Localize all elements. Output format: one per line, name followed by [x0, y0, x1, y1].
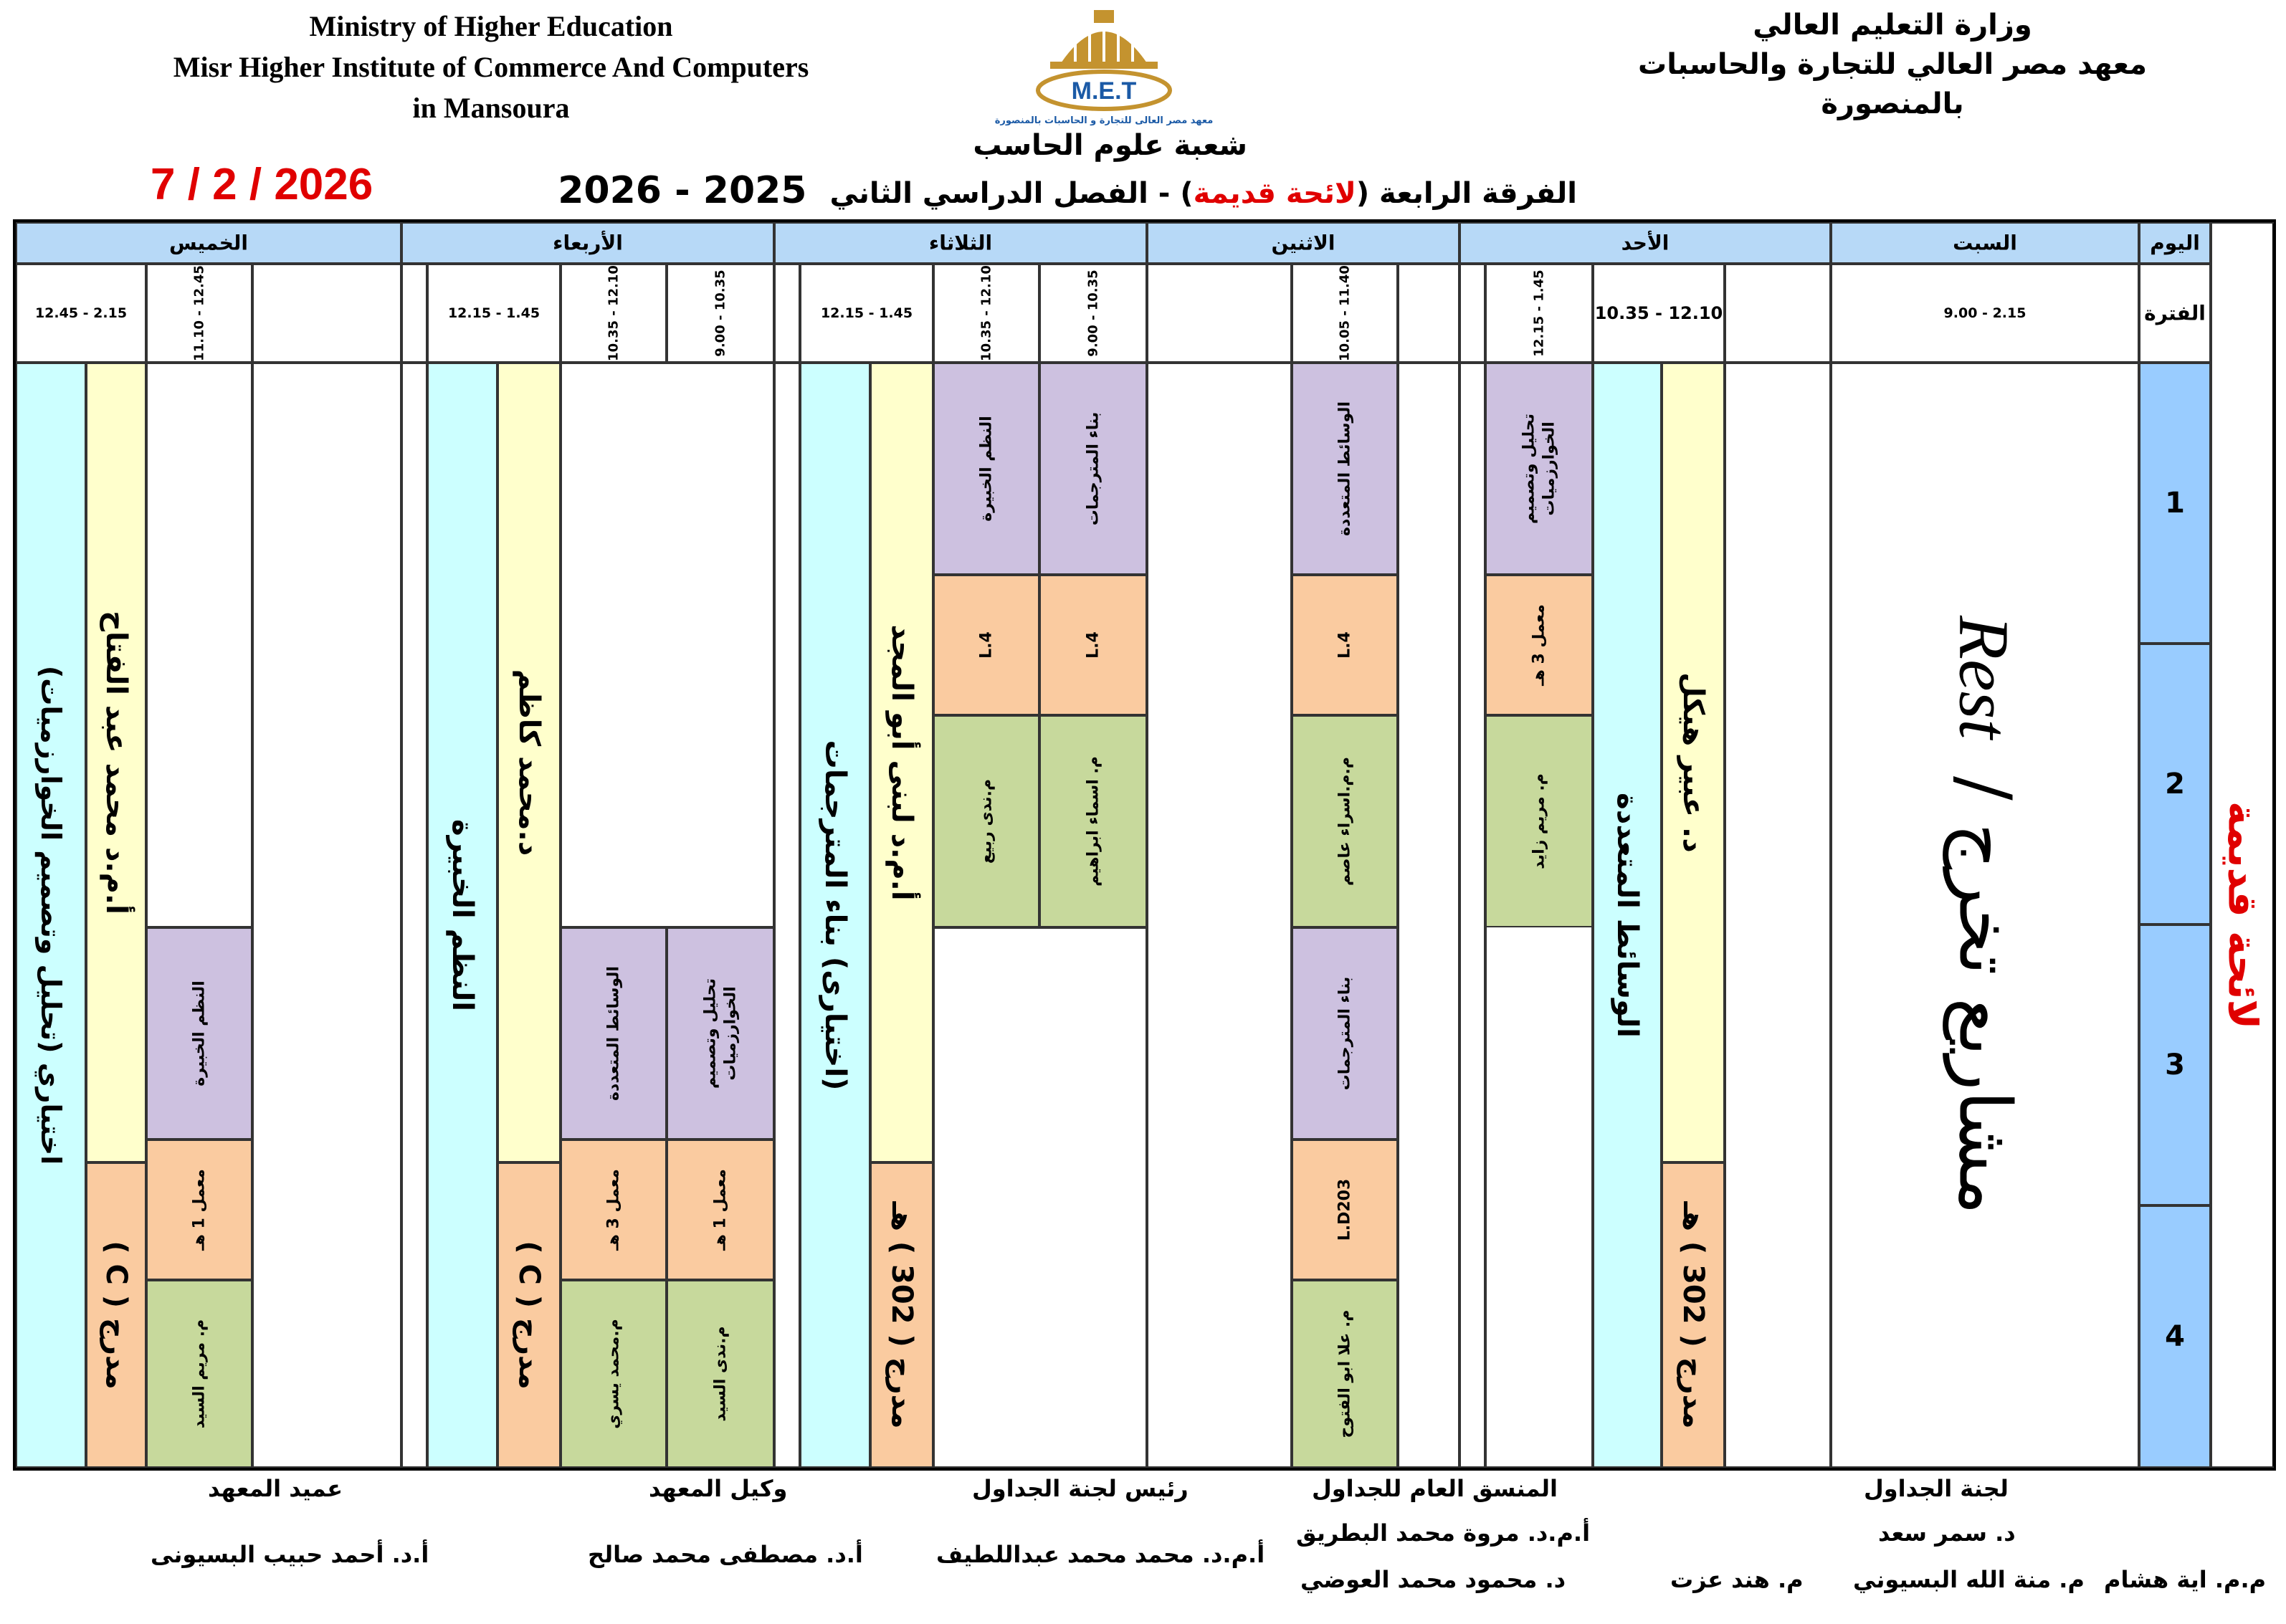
mon-s2-room: L.D203 — [1292, 1140, 1398, 1280]
member-3: م. هند عزت — [1670, 1566, 1804, 1593]
sun-lecture-doctor: د. عبير هيكل — [1662, 363, 1725, 1162]
tue-s2-room: L.4 — [933, 575, 1039, 715]
title-part1: الفرقة الرابعة ( — [1356, 177, 1577, 210]
time-mon: 11.40 - 10.05 — [1292, 264, 1398, 363]
time-tue-a: 10.35 - 9.00 — [1039, 264, 1147, 363]
mon-s2-course: بناء المترجمات — [1292, 927, 1398, 1140]
day-header-tue: الثلاثاء — [774, 222, 1147, 264]
dean-title: عميد المعهد — [208, 1475, 343, 1502]
institute-ar: معهد مصر العالي للتجارة والحاسبات — [1638, 48, 2147, 81]
time-sun-a: 12.10 - 10.35 — [1593, 264, 1725, 363]
day-header-sat: السبت — [1831, 222, 2139, 264]
thu-s1-course: النظم الخبيرة — [146, 927, 252, 1140]
sun-section-ta: م. مريم زايد — [1485, 715, 1593, 927]
vice-name: أ.د. مصطفى محمد صالح — [588, 1541, 863, 1568]
tue-lecture-doctor: أ.م.د لبنى أبو المجد — [870, 363, 933, 1162]
sat-graduation: مشاريع تخرج / — [1943, 776, 2027, 1215]
wed-s1-room: معمل 1 هـ — [667, 1140, 774, 1280]
tue-empty-left — [774, 363, 800, 1468]
ministry-en: Ministry of Higher Education — [309, 10, 673, 42]
institute-en: Misr Higher Institute of Commerce And Computers — [173, 51, 809, 83]
sun-section-room: معمل 3 هـ — [1485, 575, 1593, 715]
wed-s1-ta: م.ندى السيد — [667, 1280, 774, 1468]
mon-s1-course: الوسائط المتعددة — [1292, 363, 1398, 575]
period-3: 3 — [2139, 925, 2211, 1205]
thu-lecture-room: مدرج ( C ) — [86, 1162, 146, 1468]
academic-year: 2025 - 2026 — [558, 169, 807, 212]
thu-s1-ta: م. مريم السيد — [146, 1280, 252, 1468]
time-tue-b: 12.10 - 10.35 — [933, 264, 1039, 363]
day-header-wed: الأربعاء — [401, 222, 774, 264]
vice-title: وكيل المعهد — [649, 1475, 788, 1502]
title-part2: ) - الفصل الدراسي الثاني — [829, 177, 1194, 210]
time-tue-gap — [774, 264, 800, 363]
tue-lecture-course: (اختيارى) بناء المترجمات — [800, 363, 870, 1468]
sun-lecture-course: الوسائط المتعددة — [1593, 363, 1662, 1468]
time-mon-empty — [1147, 264, 1292, 363]
day-header-thu: الخميس — [16, 222, 401, 264]
mon-s2-ta: م. علا ابو الفتوح — [1292, 1280, 1398, 1468]
sat-rest: Rest — [1944, 616, 2024, 740]
time-thu-a: 12.45 - 11.10 — [146, 264, 252, 363]
day-header-sun: الأحد — [1459, 222, 1831, 264]
schedule-title — [558, 169, 1577, 212]
sat-block — [1831, 363, 2139, 1468]
schedule-date: 7 / 2 / 2026 — [151, 160, 373, 209]
tue-s1-room: L.4 — [1039, 575, 1147, 715]
wed-s2-room: معمل 3 هـ — [561, 1140, 667, 1280]
sun-section-course: تحليل وتصميم الخوارزميات — [1485, 363, 1593, 575]
mon-s1-room: L.4 — [1292, 575, 1398, 715]
member-1: م.م. اية هشام — [2104, 1566, 2267, 1593]
wed-lecture-doctor: د.محمد كاظم — [497, 363, 561, 1162]
wed-lecture-course: النظم الخبيرة — [427, 363, 497, 1468]
time-sat: 2.15 - 9.00 — [1831, 264, 2139, 363]
time-sun-empty — [1459, 264, 1485, 363]
time-mon-empty2 — [1398, 264, 1459, 363]
tue-lecture-room: مدرج ( 302 ) هـ — [870, 1162, 933, 1468]
tue-s2-ta: م.ندى ربيع — [933, 715, 1039, 927]
city-ar: بالمنصورة — [1821, 87, 1964, 120]
mon-s1-ta: م.م.اسراء عاصم — [1292, 715, 1398, 927]
chair-title: رئيس لجنة الجداول — [972, 1475, 1189, 1502]
time-thu-b: 2.15 - 12.45 — [16, 264, 146, 363]
logo-caption: معهد مصر العالى للتجارة و الحاسبات بالمنصورة — [994, 115, 1214, 126]
mon-empty-right — [1398, 363, 1459, 1468]
ministry-ar: وزارة التعليم العالي — [1753, 9, 2032, 42]
sun-lecture-room: مدرج ( 302 ) هـ — [1662, 1162, 1725, 1468]
thu-lecture-course: اختياري (تحليل وتصميم الخوارزميات) — [16, 363, 86, 1468]
time-wed-c: 1.45 - 12.15 — [427, 264, 561, 363]
wed-empty-upper — [561, 363, 774, 927]
time-wed-gap — [401, 264, 427, 363]
committee-title: لجنة الجداول — [1864, 1475, 2009, 1502]
wed-lecture-room: مدرج ( C ) — [497, 1162, 561, 1468]
time-wed-a: 10.35 - 9.00 — [667, 264, 774, 363]
tue-empty-lower — [933, 927, 1147, 1468]
thu-empty-right — [252, 363, 401, 1468]
period-label: الفترة — [2139, 264, 2211, 363]
wed-s1-course: تحليل وتصميم الخوارزميات — [667, 927, 774, 1140]
sun-empty-left — [1459, 363, 1485, 1468]
time-tue-c: 1.45 - 12.15 — [800, 264, 933, 363]
header-english — [115, 6, 867, 128]
coordinator-title: المنسق العام للجداول — [1312, 1475, 1558, 1502]
sun-empty-lower — [1485, 927, 1593, 1468]
day-header-mon: الاثنين — [1147, 222, 1459, 264]
title-red: لائحة قديمة — [1193, 177, 1356, 210]
side-label: لائحة قديمة — [2219, 801, 2266, 1030]
wed-empty-left — [401, 363, 427, 1468]
sun-empty-right — [1725, 363, 1831, 1468]
coordinator-1: أ.م.د. مروة محمد البطريق — [1296, 1519, 1591, 1547]
time-wed-b: 12.10 - 10.35 — [561, 264, 667, 363]
time-sun-empty2 — [1725, 264, 1831, 363]
committee-head: د. سمر سعد — [1878, 1519, 2016, 1547]
dean-name: أ.د. أحمد حبيب البسيونى — [151, 1541, 429, 1568]
coordinator-2: د. محمود محمد العوضي — [1300, 1566, 1566, 1593]
thu-lecture-doctor: أ.م.د محمد عبد الفتاح — [86, 363, 146, 1162]
period-1: 1 — [2139, 363, 2211, 644]
thu-s1-room: معمل 1 هـ — [146, 1140, 252, 1280]
time-sun-b: 1.45 - 12.15 — [1485, 264, 1593, 363]
thu-empty-upper — [146, 363, 252, 927]
department-title: شعبة علوم الحاسب — [973, 129, 1247, 162]
period-4: 4 — [2139, 1205, 2211, 1468]
mon-empty-left — [1147, 363, 1292, 1468]
wed-s2-course: الوسائط المتعددة — [561, 927, 667, 1140]
day-label: اليوم — [2139, 222, 2211, 264]
tue-s2-course: النظم الخبيرة — [933, 363, 1039, 575]
logo-text: M.E.T — [1071, 77, 1137, 105]
chair-name: أ.م.د. محمد محمد عبداللطيف — [936, 1541, 1265, 1568]
institute-logo — [968, 7, 1240, 129]
tue-s1-course: بناء المترجمات — [1039, 363, 1147, 575]
tue-s1-ta: م. اسماء ابراهيم — [1039, 715, 1147, 927]
member-2: م. منة الله البسيوني — [1853, 1566, 2085, 1593]
header-arabic — [1599, 6, 2186, 124]
wed-s2-ta: م.محمد يسري — [561, 1280, 667, 1468]
time-thu-empty — [252, 264, 401, 363]
city-en: in Mansoura — [412, 92, 570, 124]
period-2: 2 — [2139, 644, 2211, 925]
